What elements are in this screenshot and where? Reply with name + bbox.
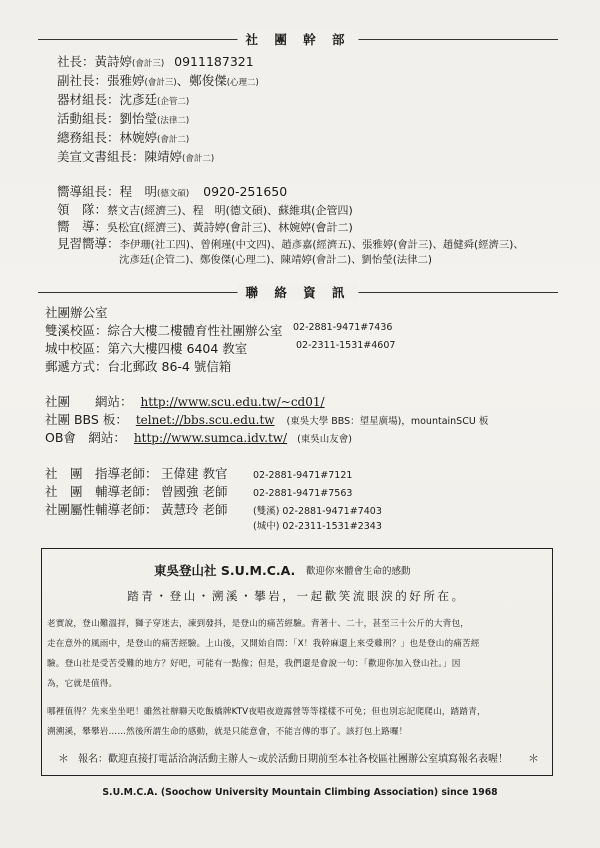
officer-name: 程 明 bbox=[119, 184, 158, 199]
advisor-name: 曾國強 老師 bbox=[161, 484, 228, 499]
advisor-row-counselor bbox=[45, 482, 352, 500]
advisor-phone: (雙溪) 02-2881-9471#7403 bbox=[253, 506, 382, 517]
city-campus-row bbox=[45, 339, 247, 357]
officer-name: 沈彥廷 bbox=[119, 92, 158, 107]
campus-location: 綜合大樓二樓體育性社團辦公室 bbox=[107, 323, 283, 338]
campus-label: 雙溪校區： bbox=[45, 323, 108, 338]
para2-line2: 溯溯溪，攀攀岩……然後所謂生命的感動，就是只能意會，不能言傳的事了。該打包上路囉！ bbox=[47, 727, 408, 737]
officer-row-vice-president bbox=[57, 71, 259, 89]
city-phone: 02-2311-1531#4607 bbox=[296, 340, 396, 351]
contact-section-title: 聯 絡 資 訊 bbox=[237, 283, 358, 301]
footer-text: S.U.M.C.A. (Soochow University Mountain Climbing Association) since 1968 bbox=[102, 787, 498, 798]
officer-dept: (會計二) bbox=[157, 135, 190, 145]
shuangxi-phone: 02-2881-9471#7436 bbox=[293, 322, 393, 333]
para1-line4: 為，它就是值得。 bbox=[47, 679, 118, 689]
bbs-link[interactable]: telnet://bbs.scu.edu.tw bbox=[135, 413, 275, 427]
guides-row bbox=[57, 217, 353, 235]
role-label: 美宣文書組長： bbox=[57, 149, 145, 164]
trainees-list-line1: 李伊珊(社工四)、曾俐瑾(中文四)、趙彥嘉(經濟五)、張雅婷(會計三)、趙健舜(經濟三)、 bbox=[119, 239, 524, 251]
office-heading: 社團辦公室 bbox=[45, 305, 108, 320]
website-label: 社團 網站： bbox=[45, 394, 133, 409]
officer-name: 張雅婷 bbox=[107, 73, 145, 88]
officer-row-art-secretary bbox=[57, 147, 214, 165]
advisor-row-attribute bbox=[45, 500, 382, 518]
phone-number: 0920-251650 bbox=[203, 184, 288, 199]
officer-row-activities bbox=[57, 109, 189, 127]
star-left-icon: ＊ bbox=[58, 752, 69, 765]
promo-slogan: 踏青・登山・溯溪・攀岩，一起歡笑流眼淚的好所在。 bbox=[127, 589, 466, 603]
advisor-name: 王偉建 教官 bbox=[161, 466, 228, 481]
officer-row-treasurer bbox=[57, 128, 189, 146]
website-link[interactable]: http://www.scu.edu.tw/~cd01/ bbox=[140, 395, 325, 409]
mail-label: 郵遞方式： bbox=[45, 359, 108, 374]
bbs-row bbox=[45, 410, 488, 428]
officer-row-equipment bbox=[57, 90, 189, 108]
ob-row bbox=[45, 428, 352, 446]
officer-name: 陳靖婷 bbox=[144, 149, 183, 164]
promo-box bbox=[41, 548, 553, 776]
signup-info: 報名：歡迎直接打電話洽詢活動主辦人～或於活動日期前至本社各校區社團辦公室填寫報名表喔！ bbox=[78, 754, 508, 765]
phone-number: 0911187321 bbox=[174, 54, 254, 69]
guides-list: 吳松宜(經濟三)、黃詩婷(會計三)、林婉婷(會計二) bbox=[107, 221, 353, 234]
website-row bbox=[45, 392, 325, 410]
para1-line1: 老實說，登山難溫拌，獅子穿迷去，凍到發抖，是登山的痛苦經驗。背著十、二十，甚至三十公斤的大背包， bbox=[47, 619, 470, 629]
mail-value: 台北郵政 86-4 號信箱 bbox=[107, 359, 232, 374]
role-label: 社長： bbox=[57, 54, 95, 69]
advisor-phone: 02-2881-9471#7121 bbox=[253, 470, 353, 481]
campus-location: 第六大樓四樓 6404 教室 bbox=[107, 341, 248, 356]
officer-name: 林婉婷 bbox=[119, 130, 158, 145]
para1-line3: 驗。登山社是受苦受難的地方？好吧，可能有一點像；但是，我們還是會說一句：「歡迎你加入登山社。」因 bbox=[47, 659, 461, 669]
role-label: 總務組長： bbox=[57, 130, 120, 145]
para1-line2: 走在意外的風雨中，是登山的痛苦經驗。上山後，又開始自問：「X！我幹麻還上來受雞刑？」也是登山的痛苦經 bbox=[47, 639, 480, 649]
officer-name: 黃詩婷 bbox=[94, 54, 133, 69]
role-label: 領 隊： bbox=[57, 202, 108, 217]
officer-dept: (法律二) bbox=[157, 116, 190, 126]
bbs-note: (東吳大學 BBS：望星廣場)，mountainSCU 板 bbox=[286, 416, 489, 427]
trainees-list-line2: 沈彥廷(企管二)、鄭俊傑(心理二)、陳靖婷(會計二)、劉怡瑩(法律二) bbox=[119, 254, 432, 266]
officers-section-header bbox=[38, 30, 558, 48]
advisor-name: 黃慧玲 老師 bbox=[161, 502, 228, 517]
promo-title: 東吳登山社 S.U.M.C.A. bbox=[154, 563, 296, 578]
leaders-row bbox=[57, 200, 353, 218]
role-label: 嚮 導： bbox=[57, 219, 108, 234]
advisor-label: 社 團 指導老師： bbox=[45, 466, 158, 481]
role-label: 嚮導組長： bbox=[57, 184, 120, 199]
advisor-row-instructor bbox=[45, 464, 352, 482]
campus-label: 城中校區： bbox=[45, 341, 108, 356]
guide-head-row bbox=[57, 182, 287, 200]
bbs-label: 社團 BBS 板： bbox=[45, 412, 128, 427]
advisor-extra-phone: (城中) 02-2311-1531#2343 bbox=[253, 521, 382, 532]
contact-section-header bbox=[38, 283, 558, 301]
shuangxi-campus-row bbox=[45, 321, 283, 339]
officer-dept: (德文碩) bbox=[157, 189, 190, 199]
role-label: 器材組長： bbox=[57, 92, 120, 107]
trainees-row bbox=[57, 234, 524, 252]
separator: 、 bbox=[176, 73, 190, 88]
leaders-list: 蔡文吉(經濟三)、程 明(德文碩)、蘇維琪(企管四) bbox=[107, 204, 353, 217]
role-label: 副社長： bbox=[57, 73, 108, 88]
para2-line1: 哪裡值得？先來坐坐吧！雖然社辦聯天吃飯橋牌KTV夜唱夜遊露營等等樣樣不可免；但也別忘記爬爬山，踏踏青， bbox=[47, 707, 486, 717]
officer-dept: (會計三) bbox=[132, 59, 165, 69]
promo-tagline: 歡迎你來體會生命的感動 bbox=[306, 566, 411, 577]
officer-name: 劉怡瑩 bbox=[119, 111, 158, 126]
role-label: 活動組長： bbox=[57, 111, 120, 126]
mail-row bbox=[45, 357, 231, 375]
officer-dept: (心理二) bbox=[226, 78, 259, 88]
ob-note: (東吳山友會) bbox=[297, 434, 352, 445]
role-label: 見習嚮導： bbox=[57, 236, 120, 251]
officer-name: 鄭俊傑 bbox=[189, 73, 227, 88]
advisor-label: 社團屬性輔導老師： bbox=[45, 502, 158, 517]
advisor-label: 社 團 輔導老師： bbox=[45, 484, 158, 499]
ob-label: OB會 網站： bbox=[45, 430, 126, 445]
officer-dept: (會計二) bbox=[182, 154, 215, 164]
officer-dept: (會計三) bbox=[144, 78, 177, 88]
star-right-icon: ＊ bbox=[528, 752, 539, 765]
advisor-phone: 02-2881-9471#7563 bbox=[253, 488, 353, 499]
ob-link[interactable]: http://www.sumca.idv.tw/ bbox=[133, 431, 288, 445]
officer-row-president bbox=[57, 52, 254, 70]
officers-section-title: 社 團 幹 部 bbox=[237, 30, 358, 48]
officer-dept: (企管二) bbox=[157, 97, 190, 107]
